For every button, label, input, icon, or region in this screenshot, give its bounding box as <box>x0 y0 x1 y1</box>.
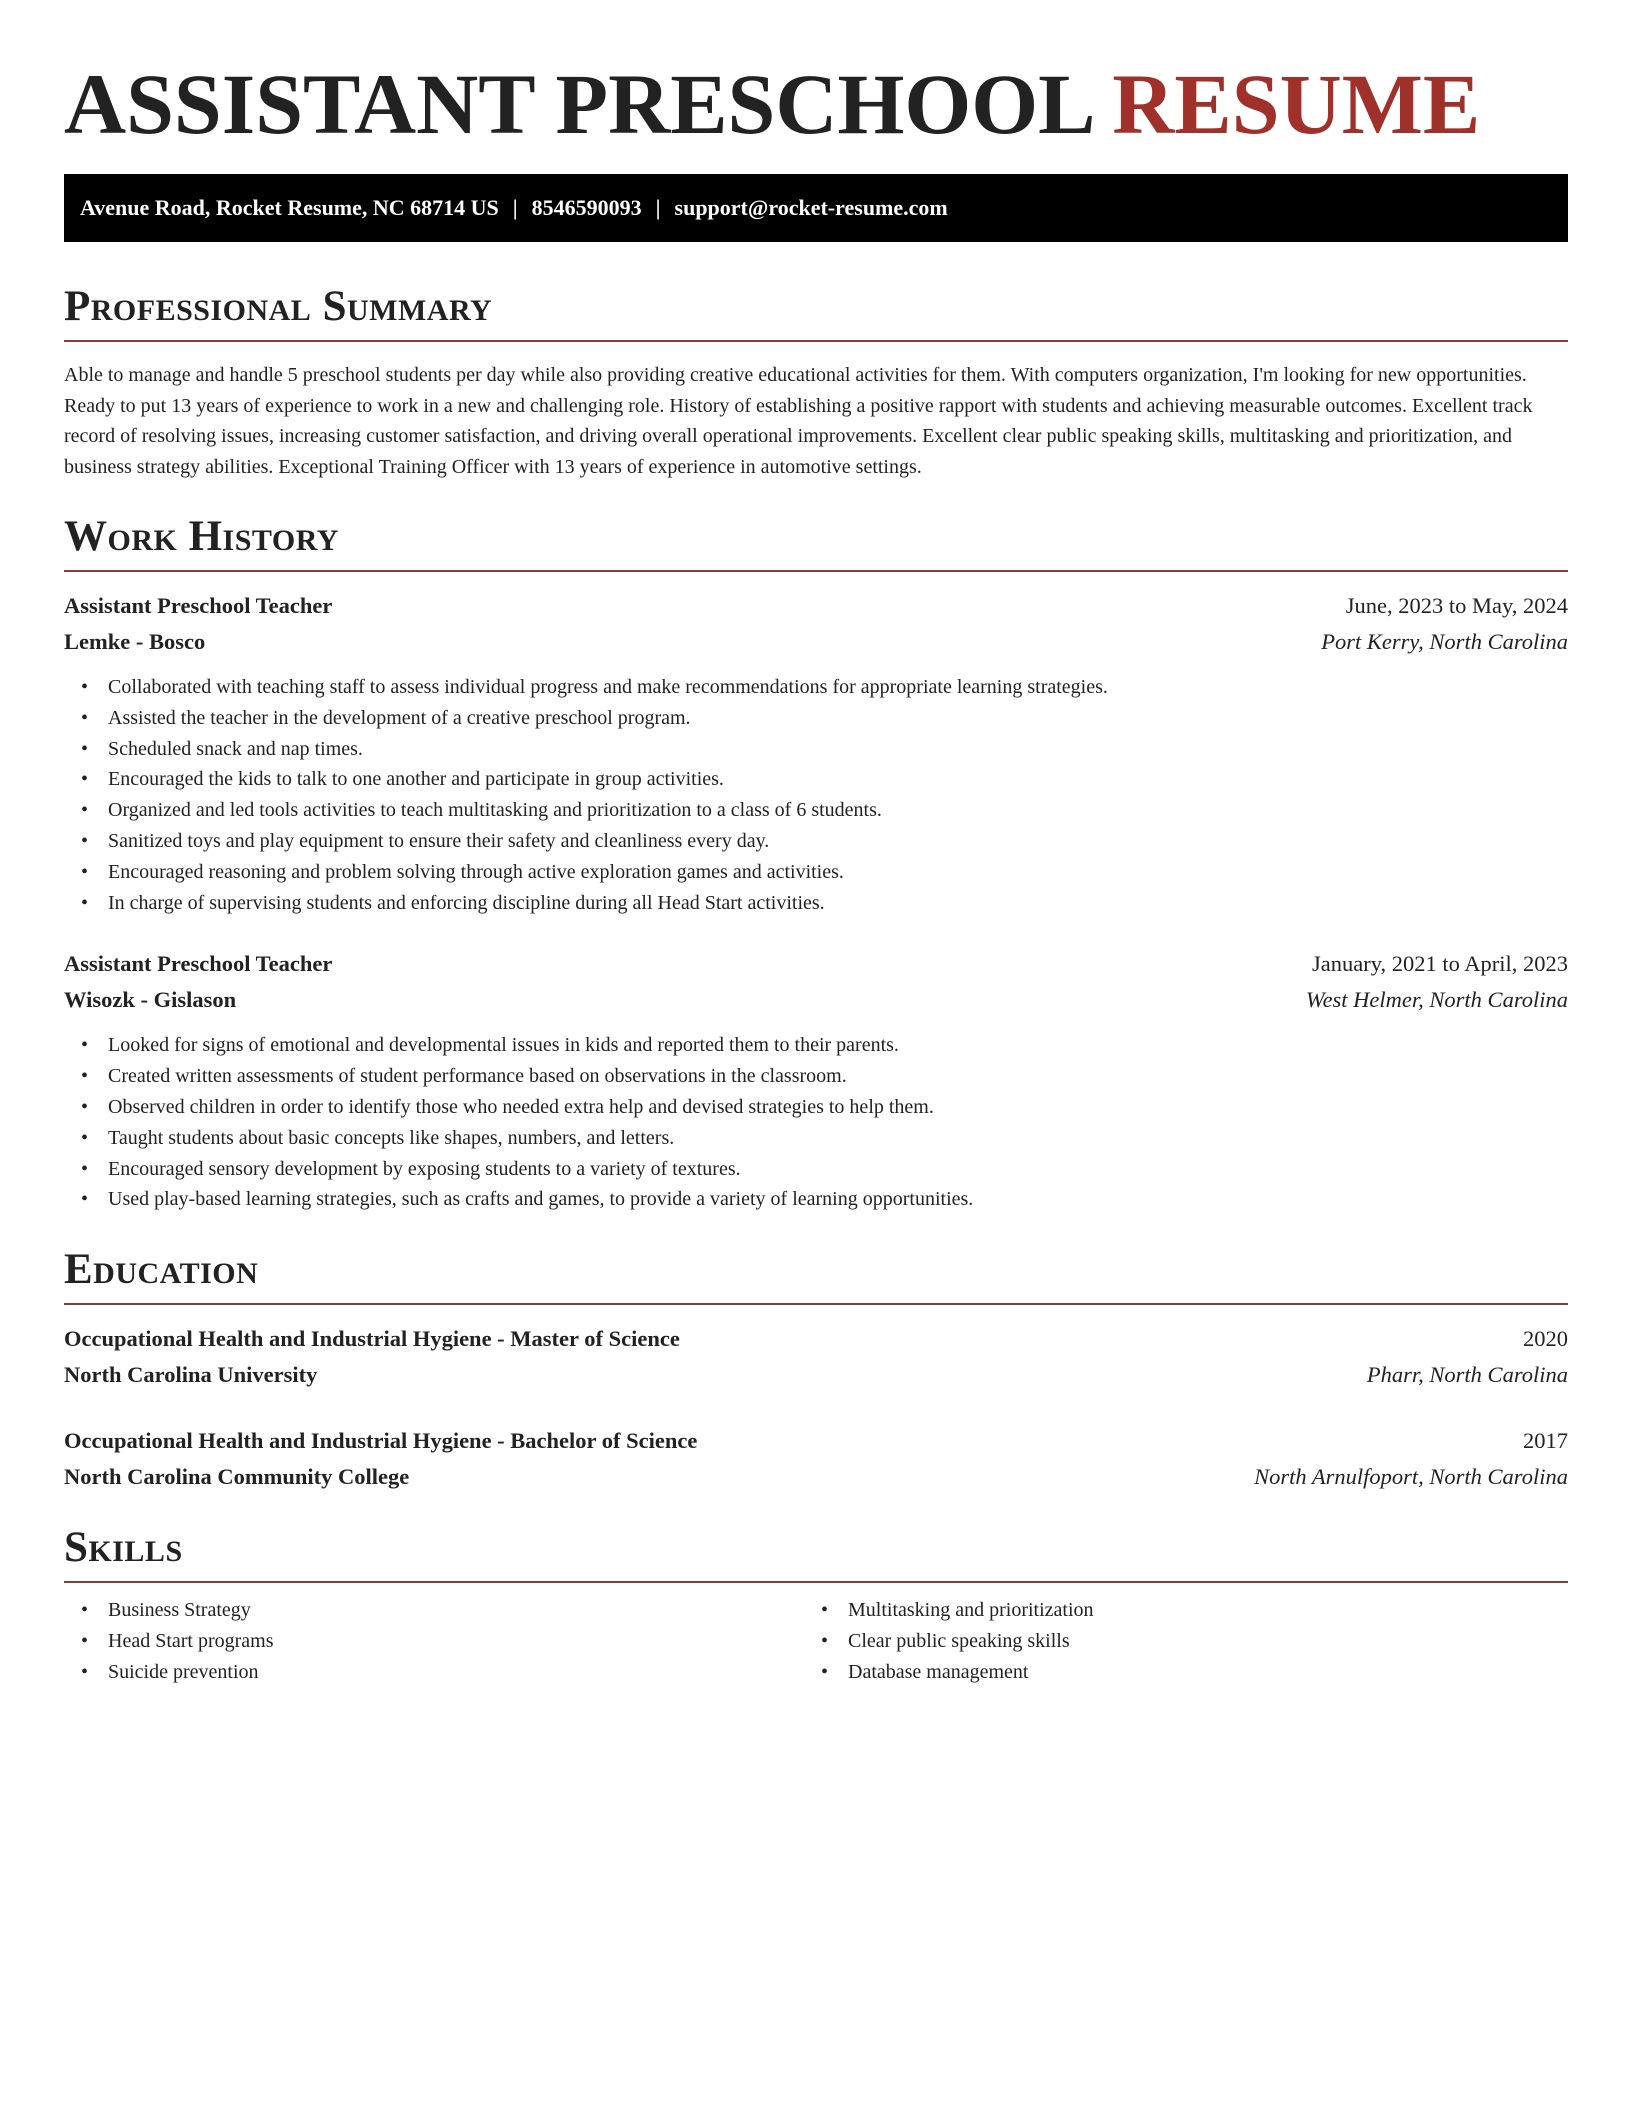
skills-column-left <box>64 1595 804 1687</box>
list-item: • Observed children in order to identify those who needed extra help and devised strategies to help them. <box>64 1092 1568 1123</box>
education-school: North Carolina Community College <box>64 1464 410 1490</box>
skill-item: • Multitasking and prioritization <box>804 1595 1544 1626</box>
education-location: North Arnulfoport, North Carolina <box>1254 1464 1568 1490</box>
title-main: ASSISTANT PRESCHOOL <box>64 56 1091 152</box>
list-item: • Encouraged reasoning and problem solving through active exploration games and activities. <box>64 857 1568 888</box>
list-item: • Encouraged the kids to talk to one another and participate in group activities. <box>64 764 1568 795</box>
summary-text: Able to manage and handle 5 preschool students per day while also providing creative educational activities for them. With computers organization, I'm looking for new opportunities. Ready to put 13 years of experience to work in a new and challenging role. History of establishing a positive rapport with students and achieving measurable outcomes. Excellent track record of resolving issues, increasing customer satisfaction, and driving overall operational improvements. Excellent clear public speaking skills, multitasking and prioritization, and business strategy abilities. Exceptional Training Officer with 13 years of experience in automotive settings. <box>64 364 1533 478</box>
section-divider <box>64 1581 1568 1583</box>
job-header <box>64 946 1568 982</box>
contact-separator: | <box>512 195 518 220</box>
list-item: • Assisted the teacher in the development of a creative preschool program. <box>64 703 1568 734</box>
education-location: Pharr, North Carolina <box>1366 1362 1568 1388</box>
education-degree: Occupational Health and Industrial Hygiene - Bachelor of Science <box>64 1428 698 1454</box>
list-item: • Taught students about basic concepts like shapes, numbers, and letters. <box>64 1123 1568 1154</box>
skill-item: • Suicide prevention <box>64 1657 804 1688</box>
education-header <box>64 1423 1568 1459</box>
job-entry <box>64 946 1568 1215</box>
education-subheader <box>64 1357 1568 1393</box>
work-history-heading: Work History <box>64 513 339 560</box>
contact-address: Avenue Road, Rocket Resume, NC 68714 US <box>80 195 499 220</box>
education-year: 2017 <box>1523 1428 1568 1454</box>
skill-item: • Database management <box>804 1657 1544 1688</box>
job-header <box>64 588 1568 624</box>
section-divider <box>64 570 1568 572</box>
list-item: • Created written assessments of student performance based on observations in the classroom. <box>64 1061 1568 1092</box>
job-company: Wisozk - Gislason <box>64 987 237 1013</box>
education-entry <box>64 1423 1568 1495</box>
list-item: • Looked for signs of emotional and developmental issues in kids and reported them to their parents. <box>64 1030 1568 1061</box>
education-year: 2020 <box>1523 1326 1568 1352</box>
job-bullets <box>64 1030 1568 1215</box>
education-heading: Education <box>64 1246 259 1294</box>
list-item: • Encouraged sensory development by exposing students to a variety of textures. <box>64 1154 1568 1185</box>
job-company: Lemke - Bosco <box>64 629 206 654</box>
job-location: West Helmer, North Carolina <box>1305 987 1568 1013</box>
job-location: Port Kerry, North Carolina <box>1321 629 1568 654</box>
job-title: Assistant Preschool Teacher <box>64 593 333 618</box>
job-entry <box>64 588 1568 918</box>
contact-bar <box>64 174 1568 242</box>
job-dates: January, 2021 to April, 2023 <box>1311 951 1568 977</box>
education-degree: Occupational Health and Industrial Hygiene - Master of Science <box>64 1326 680 1352</box>
skill-item: • Head Start programs <box>64 1626 804 1657</box>
section-divider <box>64 1303 1568 1305</box>
contact-separator: | <box>655 195 661 220</box>
resume-page <box>64 0 1568 1688</box>
skills-heading: Skills <box>64 1524 183 1572</box>
list-item: • In charge of supervising students and enforcing discipline during all Head Start activities. <box>64 888 1568 919</box>
education-school: North Carolina University <box>64 1362 318 1388</box>
list-item: • Scheduled snack and nap times. <box>64 734 1568 765</box>
job-bullets <box>64 672 1568 918</box>
summary-heading: Professional Summary <box>64 283 493 330</box>
education-entry <box>64 1321 1568 1393</box>
skills-column-right <box>804 1595 1544 1687</box>
list-item: • Collaborated with teaching staff to assess individual progress and make recommendations for appropriate learning strategies. <box>64 672 1568 703</box>
resume-title <box>64 56 1568 152</box>
contact-email: support@rocket-resume.com <box>674 195 948 220</box>
section-divider <box>64 340 1568 342</box>
skills-list <box>64 1595 1568 1687</box>
job-subheader <box>64 624 1568 660</box>
title-accent: RESUME <box>1112 56 1481 152</box>
job-title: Assistant Preschool Teacher <box>64 951 333 977</box>
job-dates: June, 2023 to May, 2024 <box>1345 593 1568 618</box>
list-item: • Organized and led tools activities to teach multitasking and prioritization to a class of 6 students. <box>64 795 1568 826</box>
education-header <box>64 1321 1568 1357</box>
contact-phone: 8546590093 <box>531 195 642 220</box>
job-subheader <box>64 982 1568 1018</box>
education-subheader <box>64 1459 1568 1495</box>
skill-item: • Business Strategy <box>64 1595 804 1626</box>
skill-item: • Clear public speaking skills <box>804 1626 1544 1657</box>
list-item: • Sanitized toys and play equipment to ensure their safety and cleanliness every day. <box>64 826 1568 857</box>
list-item: • Used play-based learning strategies, such as crafts and games, to provide a variety of learning opportunities. <box>64 1184 1568 1215</box>
